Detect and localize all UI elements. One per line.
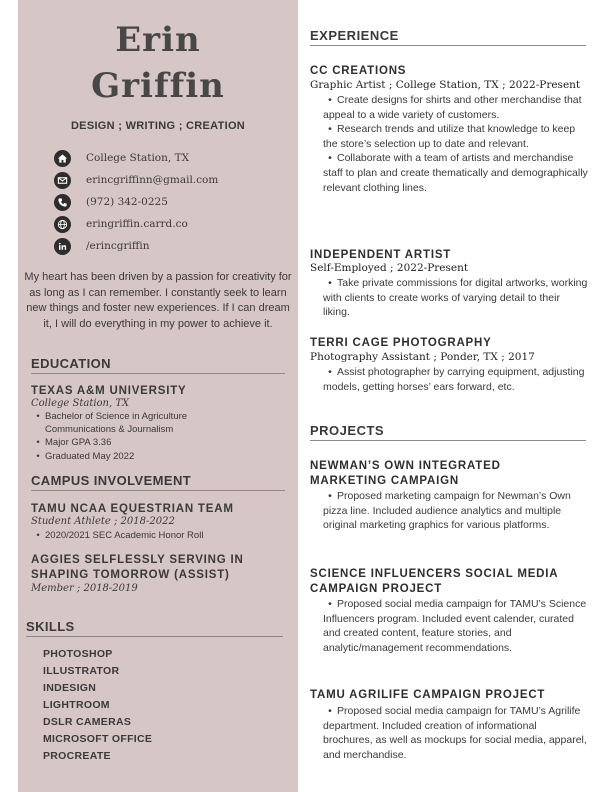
job-1-subtitle: Graphic Artist ; College Station, TX ; 2022-Present: [310, 79, 581, 91]
skill-item: INDESIGN: [43, 682, 97, 694]
education-list: [31, 410, 241, 463]
list-item: • Take private commissions for digital artworks, working with clients to create works of varying detail to their liking.: [323, 276, 589, 320]
contact-email-text[interactable]: erincgriffinn@gmail.com: [86, 174, 219, 186]
project-2-title: SCIENCE INFLUENCERS SOCIAL MEDIA CAMPAIGN PROJECT: [310, 568, 558, 595]
job-3-bullets: [323, 365, 589, 394]
skill-item: PHOTOSHOP: [43, 648, 113, 660]
job-1-bullets: [323, 93, 589, 195]
globe-icon: [54, 216, 71, 233]
list-item: • Proposed social media campaign for TAMU’s Agrilife department. Included creation of informational brochures, as well as mockups for social media, apparel, and merchandise.: [323, 704, 589, 762]
job-3-company: TERRI CAGE PHOTOGRAPHY: [310, 337, 492, 349]
last-name: Griffin: [91, 66, 225, 106]
list-item: • Bachelor of Science in Agriculture Communications & Journalism: [31, 410, 241, 436]
list-item: • Create designs for shirts and other merchandise that appeal to a wide variety of customers.: [323, 93, 589, 122]
skill-item: ILLUSTRATOR: [43, 665, 120, 677]
education-heading: EDUCATION: [31, 356, 285, 374]
campus-org-2: AGGIES SELFLESSLY SERVING IN SHAPING TOMORROW (ASSIST): [31, 554, 244, 581]
contact-linkedin[interactable]: [54, 236, 149, 256]
project-3-bullets: [323, 704, 589, 762]
job-2-bullets: [323, 276, 589, 320]
contact-phone[interactable]: [54, 192, 168, 212]
contact-linkedin-text[interactable]: /erincgriffin: [86, 240, 150, 252]
job-1-company: CC CREATIONS: [310, 65, 407, 77]
project-1-title: NEWMAN’S OWN INTEGRATED MARKETING CAMPAIGN: [310, 460, 501, 487]
contact-phone-text[interactable]: (972) 342-0225: [86, 196, 168, 208]
linkedin-icon: [54, 238, 71, 255]
contact-location: [54, 148, 189, 168]
education-location: College Station, TX: [31, 398, 130, 409]
contact-website-text[interactable]: eringriffin.carrd.co: [86, 218, 188, 230]
list-item: • Collaborate with a team of artists and merchandise staff to plan and create thematically and demographically relevant clothing lines.: [323, 151, 589, 195]
skill-item: PROCREATE: [43, 750, 111, 762]
list-item: • Proposed marketing campaign for Newman’s Own pizza line. Included audience analytics and multiple original marketing graphics for various platforms.: [323, 489, 589, 533]
first-name: Erin: [115, 20, 201, 60]
contact-location-text: College Station, TX: [86, 152, 190, 164]
list-item: • Assist photographer by carrying equipment, adjusting models, getting horses’ ears forward, etc.: [323, 365, 589, 394]
mail-icon: [54, 172, 71, 189]
sidebar: [18, 0, 298, 792]
list-item: • Proposed social media campaign for TAMU’s Science Influencers program. Included event calender, curated and created content, feature stories, and analytic/management recommendations.: [323, 597, 589, 655]
contact-website[interactable]: [54, 214, 188, 234]
project-1-bullets: [323, 489, 589, 533]
campus-org-2-role: Member ; 2018-2019: [31, 583, 138, 594]
home-icon: [54, 150, 71, 167]
list-item: • Graduated May 2022: [31, 450, 241, 463]
campus-org-1-role: Student Athlete ; 2018-2022: [31, 516, 175, 527]
phone-icon: [54, 194, 71, 211]
list-item: • 2020/2021 SEC Academic Honor Roll: [31, 529, 285, 542]
projects-heading: PROJECTS: [310, 423, 586, 441]
job-3-subtitle: Photography Assistant ; Ponder, TX ; 2017: [310, 351, 535, 363]
bio: My heart has been driven by a passion for creativity for as long as I can remember. I constantly seek to learn new things and foster new experiences. If I can dream it, I will do everything in my power to achieve it.: [24, 271, 292, 330]
campus-org-1: TAMU NCAA EQUESTRIAN TEAM: [31, 503, 234, 515]
skill-item: MICROSOFT OFFICE: [43, 733, 153, 745]
job-2-subtitle: Self-Employed ; 2022-Present: [310, 262, 469, 274]
skill-item: LIGHTROOM: [43, 699, 110, 711]
skill-item: DSLR CAMERAS: [43, 716, 132, 728]
project-3-title: TAMU AGRILIFE CAMPAIGN PROJECT: [310, 689, 546, 701]
tagline: DESIGN ; WRITING ; CREATION: [70, 120, 246, 132]
campus-org-1-list: [31, 529, 285, 542]
contact-email[interactable]: [54, 170, 218, 190]
job-2-company: INDEPENDENT ARTIST: [310, 249, 452, 261]
experience-heading: EXPERIENCE: [310, 28, 586, 46]
campus-heading: CAMPUS INVOLVEMENT: [31, 473, 285, 491]
list-item: • Major GPA 3.36: [31, 436, 241, 449]
project-2-bullets: [323, 597, 589, 655]
education-school: TEXAS A&M UNIVERSITY: [31, 385, 187, 397]
skills-list: [43, 646, 152, 765]
skills-heading: SKILLS: [26, 619, 283, 637]
list-item: • Research trends and utilize that knowledge to keep the store’s selection up to date and relevant.: [323, 122, 589, 151]
